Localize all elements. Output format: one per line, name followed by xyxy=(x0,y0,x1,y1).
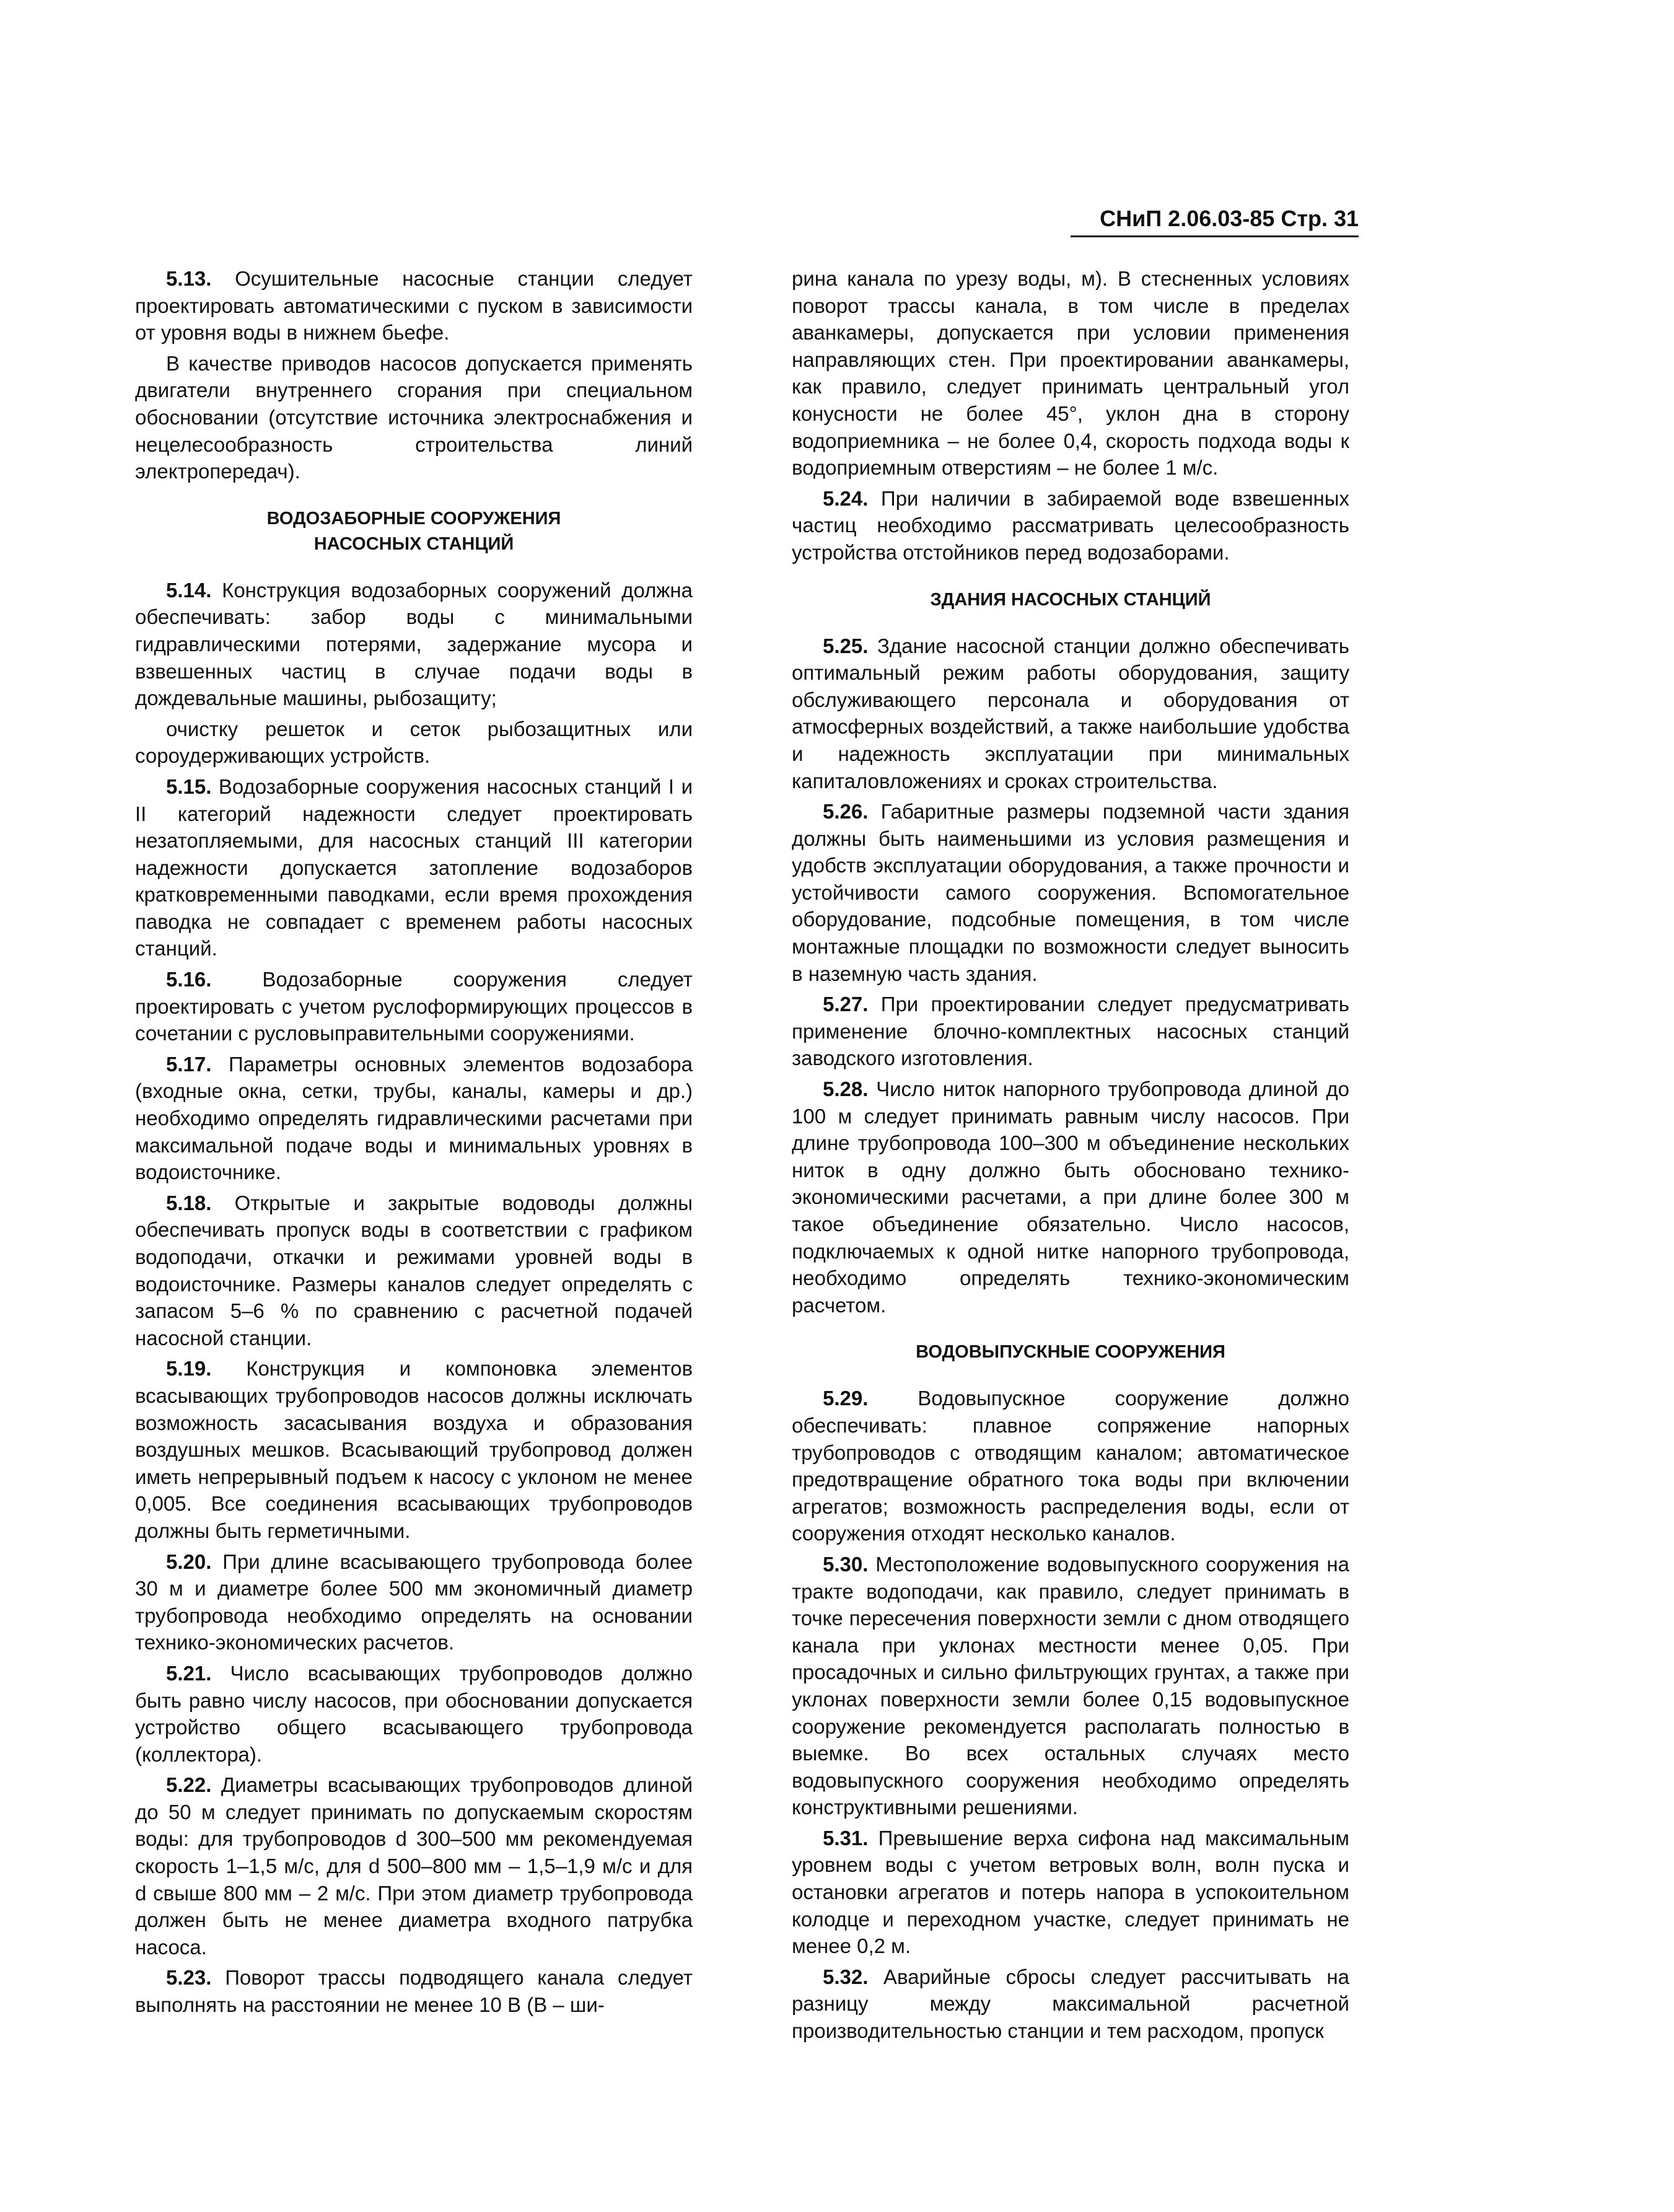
clause-text: Аварийные сбросы следует рассчитывать на разницу между максимальной расчетной производительностью станции и тем расходом, пропуск xyxy=(792,1965,1349,2043)
clause-number: 5.31. xyxy=(823,1826,869,1850)
paragraph-5-31 xyxy=(792,1825,1349,1960)
paragraph-5-29 xyxy=(792,1385,1349,1547)
clause-text: Конструкция водозаборных сооружений должна обеспечивать: забор воды с минимальными гидравлическими потерями, задержание мусора и взвешенных частиц в случае подачи воды в дождевальные машины, рыбозащиту; xyxy=(135,578,693,710)
clause-number: 5.17. xyxy=(166,1052,212,1076)
paragraph-5-30 xyxy=(792,1551,1349,1821)
paragraph-5-18 xyxy=(135,1190,693,1352)
clause-text: При длине всасывающего трубопровода более 30 м и диаметре более 500 мм экономичный диаметр трубопровода необходимо определять на основании технико-экономических расчетов. xyxy=(135,1550,693,1654)
paragraph-5-17 xyxy=(135,1051,693,1186)
clause-text: Число ниток напорного трубопровода длиной до 100 м следует принимать равным числу насосов. При длине трубопровода 100–300 м объединение нескольких ниток в одну должно быть обосновано технико-экономическими расчетами, а при длине более 300 м такое объединение обязательно. Число насосов, подключаемых к одной нитке напорного трубопровода, необходимо определять технико-экономическим расчетом. xyxy=(792,1077,1349,1317)
paragraph-5-20 xyxy=(135,1548,693,1656)
paragraph-5-14 xyxy=(135,577,693,712)
paragraph-5-21 xyxy=(135,1660,693,1768)
section-heading-outlet-structures: ВОДОВЫПУСКНЫЕ СООРУЖЕНИЯ xyxy=(916,1342,1225,1363)
clause-number: 5.25. xyxy=(823,634,869,657)
left-column xyxy=(135,265,693,2022)
clause-number: 5.22. xyxy=(166,1773,212,1797)
clause-text: Здание насосной станции должно обеспечивать оптимальный режим работы оборудования, защиту обслуживающего персонала и оборудования от атмосферных воздействий, а также наибольшие удобства и надежность эксплуатации при минимальных капиталовложениях и сроках строительства. xyxy=(792,634,1349,792)
paragraph-5-23-continued: рина канала по урезу воды, м). В стесненных условиях поворот трассы канала, в том числе в пределах аванкамеры, допускается при условии применения направляющих стен. При проектировании аванкамеры, как правило, следует принимать центральный угол конусности не более 45°, уклон дна в сторону водоприемника – не более 0,4, скорость подхода воды к водоприемным отверстиям – не более 1 м/с. xyxy=(792,267,1349,480)
clause-number: 5.32. xyxy=(823,1965,869,1988)
section-heading-water-intake xyxy=(135,506,693,557)
paragraph-5-15 xyxy=(135,773,693,962)
clause-number: 5.15. xyxy=(166,775,212,798)
clause-number: 5.30. xyxy=(823,1552,869,1576)
clause-number: 5.13. xyxy=(166,267,212,290)
clause-text: Параметры основных элементов водозабора (входные окна, сетки, трубы, каналы, камеры и др.) необходимо определять гидравлическими расчетами при максимальной подаче воды и минимальных уровнях в водоисточнике. xyxy=(135,1052,693,1184)
paragraph-5-24 xyxy=(792,485,1349,566)
clause-number: 5.26. xyxy=(823,800,869,823)
clause-number: 5.19. xyxy=(166,1357,212,1380)
paragraph-5-13-continued: В качестве приводов насосов допускается применять двигатели внутреннего сгорания при специальном обосновании (отсутствие источника электроснабжения и нецелесообразность строительства линий электропередач). xyxy=(135,351,693,483)
paragraph-5-22 xyxy=(135,1771,693,1960)
clause-text: Число всасывающих трубопроводов должно быть равно числу насосов, при обосновании допускается устройство общего всасывающего трубопровода (коллектора). xyxy=(135,1661,693,1766)
clause-text: Диаметры всасывающих трубопроводов длиной до 50 м следует принимать по допускаемым скоростям воды: для трубопроводов d 300–500 мм рекомендуемая скорость 1–1,5 м/с, для d 500–800 мм – 1,5–1,9 м/с и для d свыше 800 мм – 2 м/с. При этом диаметр трубопровода должен быть не менее диаметра входного патрубка насоса. xyxy=(135,1773,693,1959)
paragraph-5-25 xyxy=(792,633,1349,795)
paragraph-5-13 xyxy=(135,265,693,346)
clause-number: 5.24. xyxy=(823,486,869,510)
clause-number: 5.29. xyxy=(823,1387,869,1410)
section-heading-line-1: ВОДОЗАБОРНЫЕ СООРУЖЕНИЯ xyxy=(266,508,561,529)
paragraph-5-16 xyxy=(135,966,693,1047)
clause-number: 5.20. xyxy=(166,1550,212,1573)
clause-text: Осушительные насосные станции следует проектировать автоматическими с пуском в зависимости от уровня воды в нижнем бьефе. xyxy=(135,267,693,345)
clause-number: 5.21. xyxy=(166,1661,212,1685)
paragraph-5-23 xyxy=(135,1964,693,2018)
clause-text: При наличии в забираемой воде взвешенных частиц необходимо рассматривать целесообразность устройства отстойников перед водозаборами. xyxy=(792,486,1349,564)
clause-number: 5.18. xyxy=(166,1191,212,1214)
paragraph-5-26 xyxy=(792,798,1349,987)
clause-text: Конструкция и компоновка элементов всасывающих трубопроводов насосов должны исключать возможность засасывания воздуха и образования воздушных мешков. Всасывающий трубопровод должен иметь непрерывный подъем к насосу с уклоном не менее 0,005. Все соединения всасывающих трубопроводов должны быть герметичными. xyxy=(135,1357,693,1542)
clause-text: При проектировании следует предусматривать применение блочно-комплектных насосных станций заводского изготовления. xyxy=(792,993,1349,1070)
clause-number: 5.27. xyxy=(823,993,869,1016)
clause-text: Поворот трассы подводящего канала следует выполнять на расстоянии не менее 10 В (В – ши- xyxy=(135,1966,693,2017)
right-column xyxy=(792,265,1349,2048)
section-heading-pump-buildings: ЗДАНИЯ НАСОСНЫХ СТАНЦИЙ xyxy=(930,589,1211,610)
clause-text: Водозаборные сооружения следует проектировать с учетом руслоформирующих процессов в сочетании с русловыправительными сооружениями. xyxy=(135,968,693,1045)
clause-text: Габаритные размеры подземной части здания должны быть наименьшими из условия размещения и удобств эксплуатации оборудования, а также прочности и устойчивости самого сооружения. Вспомогательное оборудование, подсобные помещения, в том числе монтажные площадки по возможности следует выносить в наземную часть здания. xyxy=(792,800,1349,985)
paragraph-5-19 xyxy=(135,1355,693,1544)
clause-text: Водозаборные сооружения насосных станций I и II категорий надежности следует проектировать незатопляемыми, для насосных станций III категории надежности допускается затопление водозаборов кратковременными паводками, если время прохождения паводка не совпадает с временем работы насосных станций. xyxy=(135,775,693,960)
paragraph-5-28 xyxy=(792,1076,1349,1319)
clause-number: 5.14. xyxy=(166,578,212,602)
paragraph-5-32 xyxy=(792,1964,1349,2045)
clause-text: Водовыпускное сооружение должно обеспечивать: плавное сопряжение напорных трубопроводов с отводящим каналом; автоматическое предотвращение обратного тока воды при включении агрегатов; возможность распределения воды, если от сооружения отходят несколько каналов. xyxy=(792,1387,1349,1545)
paragraph-5-27 xyxy=(792,991,1349,1072)
clause-text: Открытые и закрытые водоводы должны обеспечивать пропуск воды в соответствии с графиком водоподачи, откачки и режимами уровней воды в водоисточнике. Размеры каналов следует определять с запасом 5–6 % по сравнению с расчетной подачей насосной станции. xyxy=(135,1191,693,1350)
paragraph-5-14-continued: очистку решеток и сеток рыбозащитных или сороудерживающих устройств. xyxy=(135,717,693,768)
clause-number: 5.23. xyxy=(166,1966,212,1990)
clause-text: Превышение верха сифона над максимальным уровнем воды с учетом ветровых волн, волн пуска и остановки агрегатов и потерь напора в успокоительном колодце и переходном участке, следует принимать не менее 0,2 м. xyxy=(792,1826,1349,1958)
running-header: СНиП 2.06.03-85 Стр. 31 xyxy=(1071,206,1359,237)
section-heading-line-2: НАСОСНЫХ СТАНЦИЙ xyxy=(313,533,514,554)
clause-text: Местоположение водовыпускного сооружения на тракте водоподачи, как правило, следует принимать в точке пересечения поверхности земли с дном отводящего канала при уклонах местности менее 0,05. При просадочных и сильно фильтрующих грунтах, а также при уклонах поверхности земли более 0,15 водовыпускное сооружение рекомендуется располагать полностью в выемке. Во всех остальных случаях место водовыпускного сооружения необходимо определять конструктивными решениями. xyxy=(792,1552,1349,1819)
clause-number: 5.16. xyxy=(166,968,212,991)
clause-number: 5.28. xyxy=(823,1077,869,1101)
